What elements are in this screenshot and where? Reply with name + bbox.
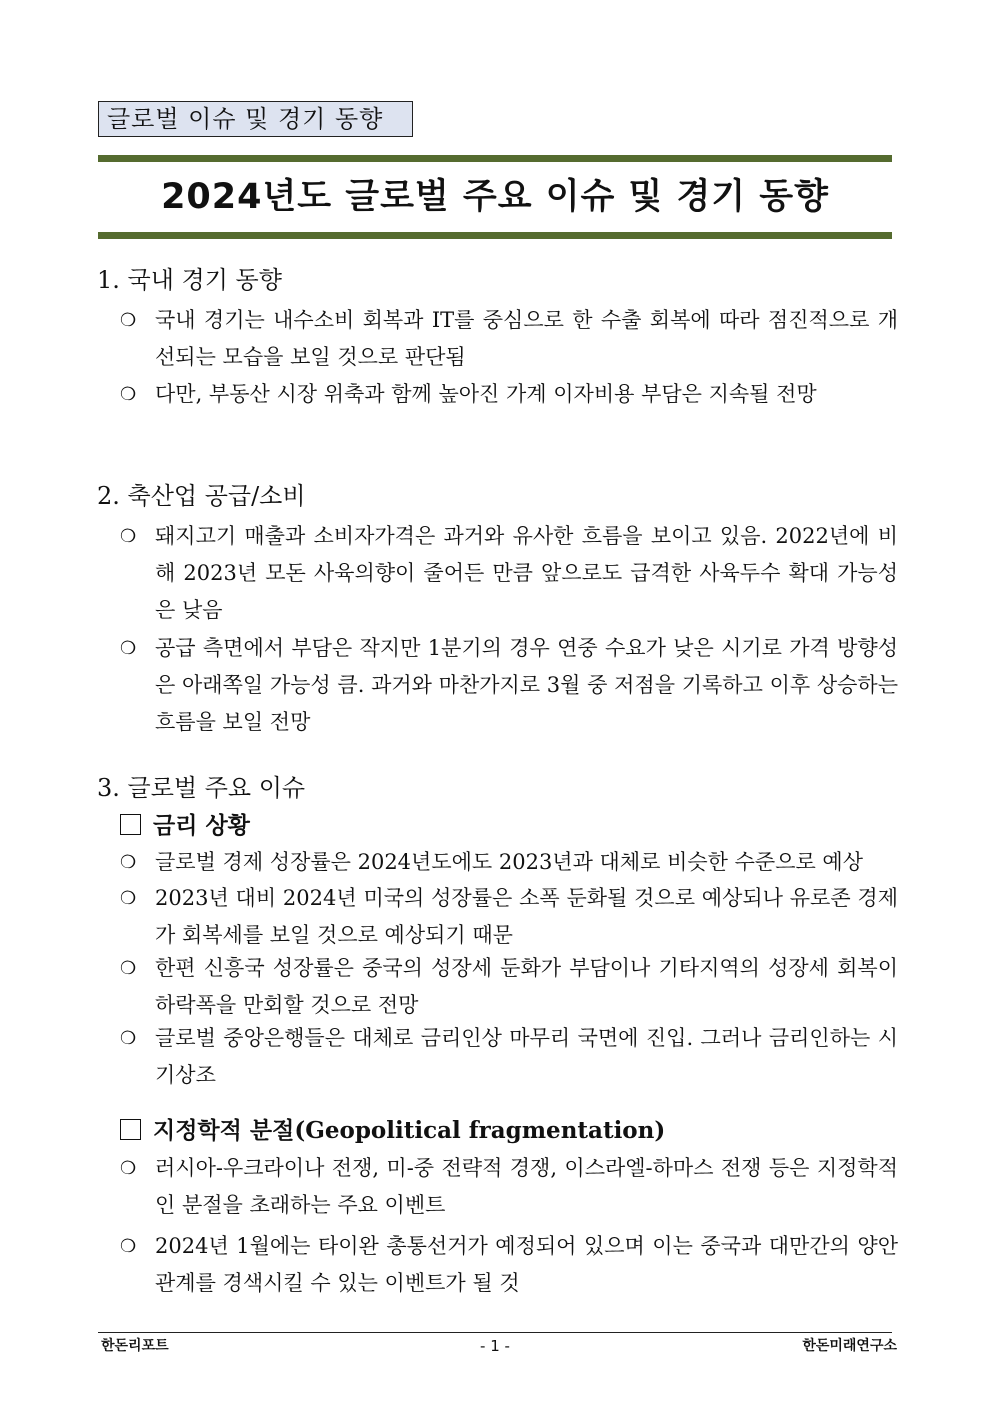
list-item	[120, 1020, 898, 1094]
bullet-icon: ❍	[120, 526, 137, 547]
list-item	[120, 1150, 898, 1224]
bullet-text: 국내 경기는 내수소비 회복과 IT를 중심으로 한 수출 회복에 따라 점진적으로 개선되는 모습을 보일 것으로 판단됨	[155, 308, 898, 369]
list-item	[120, 950, 898, 1024]
document-title: 2024년도 글로벌 주요 이슈 및 경기 동향	[161, 177, 829, 217]
section-heading-domestic: 1. 국내 경기 동향	[97, 266, 282, 294]
bullet-text: 글로벌 중앙은행들은 대체로 금리인상 마무리 국면에 진입. 그러나 금리인하는 시기상조	[155, 1026, 898, 1087]
bullet-text: 다만, 부동산 시장 위축과 함께 높아진 가계 이자비용 부담은 지속될 전망	[155, 382, 817, 406]
footer-report-name: 한돈리포트	[101, 1338, 169, 1354]
category-tag: 글로벌 이슈 및 경기 동향	[98, 101, 413, 137]
bullet-text: 돼지고기 매출과 소비자가격은 과거와 유사한 흐름을 보이고 있음. 2022년에 비해 2023년 모돈 사육의향이 줄어든 만큼 앞으로도 급격한 사육두수 확대 가능성은 낮음	[155, 524, 898, 622]
bullet-text: 한편 신흥국 성장률은 중국의 성장세 둔화가 부담이나 기타지역의 성장세 회복이 하락폭을 만회할 것으로 전망	[155, 956, 898, 1017]
list-item	[120, 376, 898, 413]
bullet-text: 2024년 1월에는 타이완 총통선거가 예정되어 있으며 이는 중국과 대만간의 양안관계를 경색시킬 수 있는 이벤트가 될 것	[155, 1234, 898, 1295]
section-heading-global: 3. 글로벌 주요 이슈	[97, 774, 306, 802]
bullet-icon: ❍	[120, 310, 137, 331]
bullet-icon: ❍	[120, 638, 137, 659]
title-top-rule	[98, 155, 892, 162]
bullet-icon: ❍	[120, 384, 137, 405]
subsection-title-text: 지정학적 분절(Geopolitical fragmentation)	[153, 1117, 666, 1144]
bullet-icon: ❍	[120, 958, 137, 979]
checkbox-square-icon	[120, 814, 141, 835]
list-item	[120, 844, 898, 881]
subsection-title-text: 금리 상황	[153, 812, 250, 839]
list-item	[120, 518, 898, 629]
page-number: - 1 -	[480, 1337, 510, 1355]
bullet-icon: ❍	[120, 852, 137, 873]
list-item	[120, 1228, 898, 1302]
bullet-text: 공급 측면에서 부담은 작지만 1분기의 경우 연중 수요가 낮은 시기로 가격 방향성은 아래쪽일 가능성 큼. 과거와 마찬가지로 3월 중 저점을 기록하고 이후 상승하는 흐름을 보일 전망	[155, 636, 898, 734]
bullet-icon: ❍	[120, 888, 137, 909]
footer-institute-name: 한돈미래연구소	[802, 1338, 897, 1354]
list-item	[120, 302, 898, 376]
bullet-text: 2023년 대비 2024년 미국의 성장률은 소폭 둔화될 것으로 예상되나 유로존 경제가 회복세를 보일 것으로 예상되기 때문	[155, 886, 898, 947]
section-heading-livestock: 2. 축산업 공급/소비	[97, 482, 306, 510]
footer-rule	[98, 1332, 892, 1333]
bullet-icon: ❍	[120, 1158, 137, 1179]
bullet-text: 러시아-우크라이나 전쟁, 미-중 전략적 경쟁, 이스라엘-하마스 전쟁 등은 지정학적인 분절을 초래하는 주요 이벤트	[155, 1156, 898, 1217]
subsection-title-interest-rates	[120, 808, 250, 844]
subsection-title-geopolitics	[120, 1113, 665, 1149]
bullet-text: 글로벌 경제 성장률은 2024년도에도 2023년과 대체로 비슷한 수준으로 예상	[155, 850, 864, 874]
checkbox-square-icon	[120, 1119, 141, 1140]
list-item	[120, 630, 898, 741]
title-bottom-rule	[98, 232, 892, 239]
bullet-icon: ❍	[120, 1236, 137, 1257]
list-item	[120, 880, 898, 954]
bullet-icon: ❍	[120, 1028, 137, 1049]
